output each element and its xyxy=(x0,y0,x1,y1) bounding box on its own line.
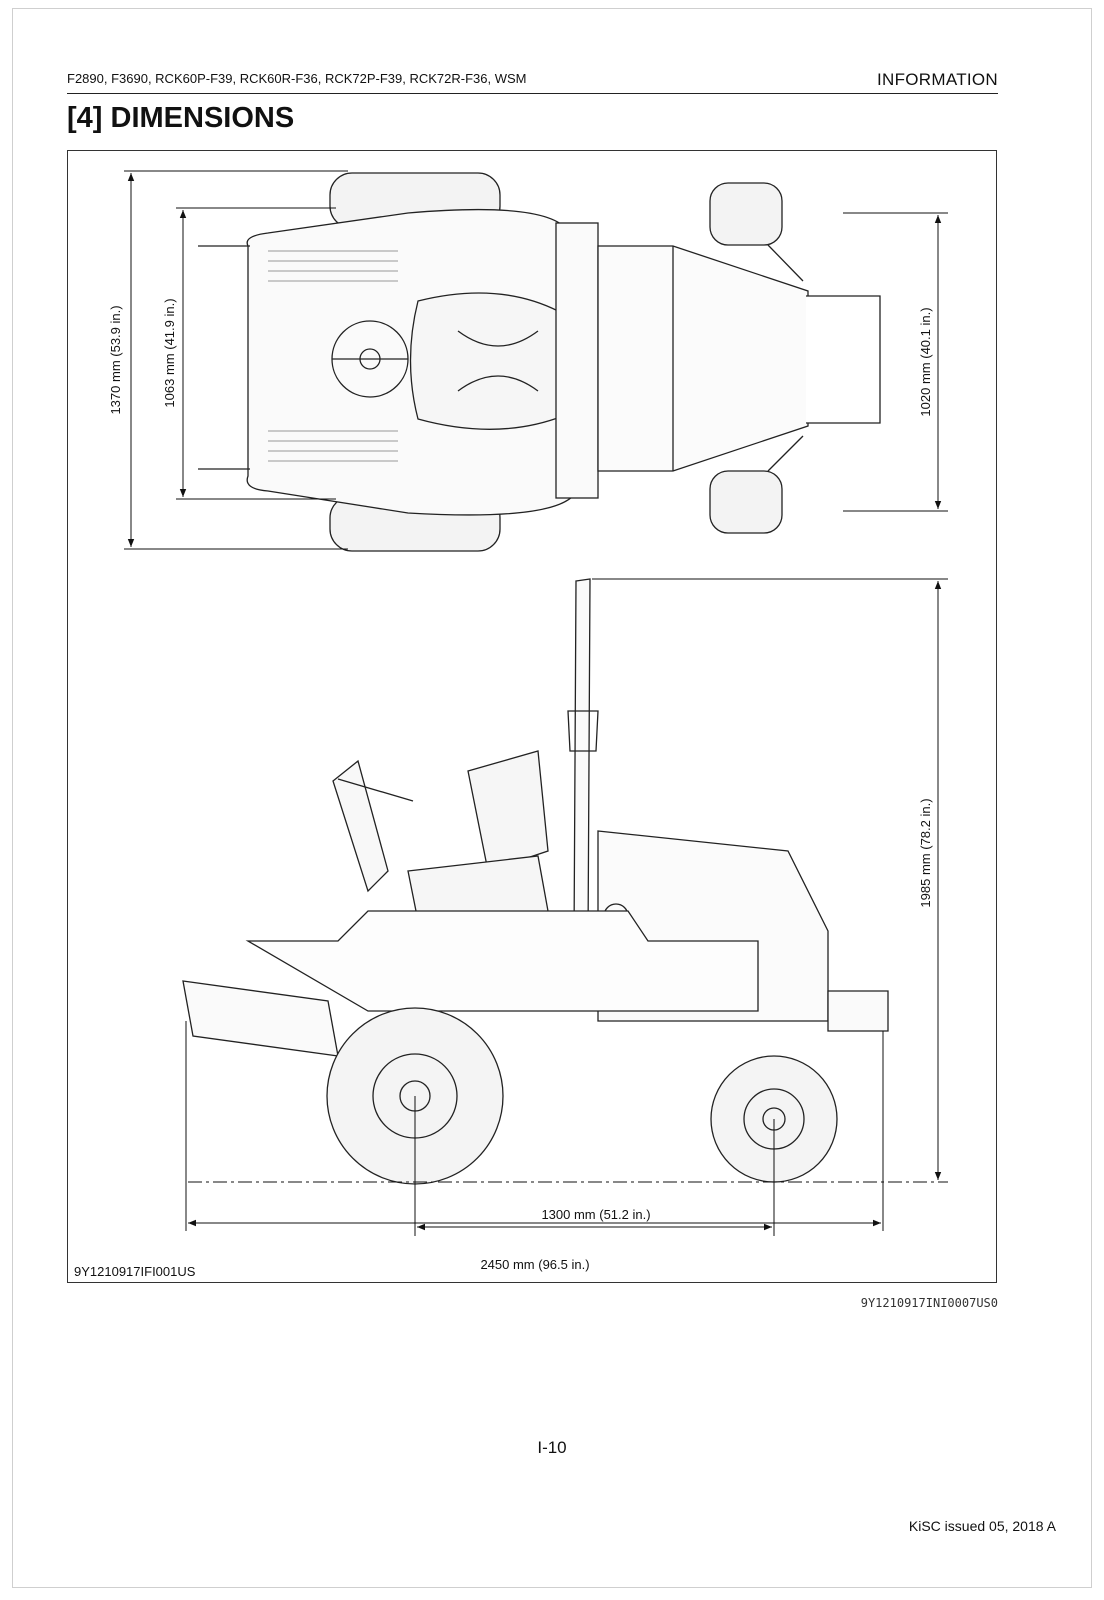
tractor-drawing xyxy=(68,151,998,1284)
document-code: 9Y1210917INI0007US0 xyxy=(860,1296,998,1310)
front-tread-label: 1020 mm (40.1 in.) xyxy=(918,307,933,417)
dimensions-figure xyxy=(67,150,997,1283)
rear-tread-label: 1063 mm (41.9 in.) xyxy=(162,298,177,408)
top-view xyxy=(198,173,880,551)
overall-width-label: 1370 mm (53.9 in.) xyxy=(108,305,123,415)
side-view xyxy=(183,579,888,1184)
header-models: F2890, F3690, RCK60P-F39, RCK60R-F36, RCK72P-F39, RCK72R-F36, WSM xyxy=(67,71,527,86)
page-number: I-10 xyxy=(537,1438,567,1457)
wheelbase-label: 1300 mm (51.2 in.) xyxy=(541,1207,651,1222)
overall-height-label: 1985 mm (78.2 in.) xyxy=(918,798,933,908)
header-rule xyxy=(67,93,998,94)
overall-length-label: 2450 mm (96.5 in.) xyxy=(480,1257,590,1272)
issue-footer: KiSC issued 05, 2018 A xyxy=(908,1518,1056,1534)
figure-id: 9Y1210917IFI001US xyxy=(74,1264,196,1279)
section-title: [4] DIMENSIONS xyxy=(67,102,295,134)
header-section: INFORMATION xyxy=(876,70,998,89)
